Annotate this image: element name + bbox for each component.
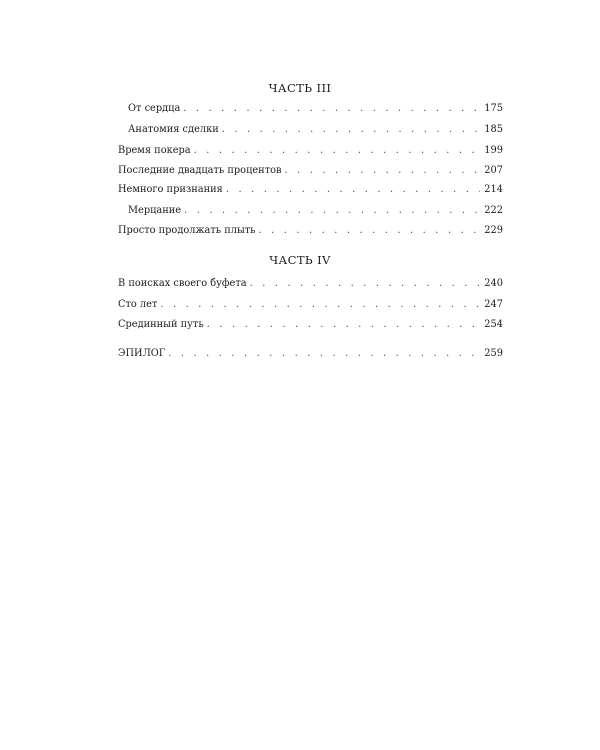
toc-entry-page: 185	[484, 124, 503, 135]
toc-entry-title: Время покера	[118, 145, 191, 156]
dot-leader	[194, 144, 481, 158]
toc-entry-page: 222	[484, 205, 503, 216]
toc-entry-page: 214	[484, 184, 503, 195]
toc-entry-title: Сто лет	[118, 299, 158, 310]
toc-entry	[128, 204, 503, 218]
toc-entry-page: 240	[484, 278, 503, 289]
toc-entry-title: Срединный путь	[118, 319, 204, 330]
dot-leader	[168, 347, 480, 361]
toc-entry-page: 175	[484, 103, 503, 114]
dot-leader	[184, 204, 480, 218]
toc-entry	[118, 164, 503, 178]
toc-entry	[118, 224, 503, 238]
toc-entry-title: Немного признания	[118, 184, 223, 195]
toc-entry	[118, 277, 503, 291]
toc-entry-title: От сердца	[128, 103, 181, 114]
toc-entry-page: 247	[484, 299, 503, 310]
dot-leader	[183, 102, 480, 116]
dot-leader	[250, 277, 481, 291]
toc-entry-page: 207	[484, 165, 503, 176]
dot-leader	[285, 164, 481, 178]
toc-entry-page: 229	[484, 225, 503, 236]
dot-leader	[259, 224, 481, 238]
toc-entry	[128, 123, 503, 137]
toc-entry-title: Просто продолжать плыть	[118, 225, 256, 236]
toc-entry	[118, 298, 503, 312]
toc-entry-page: 199	[484, 145, 503, 156]
toc-entry-title: Анатомия сделки	[128, 124, 219, 135]
toc-entry	[118, 183, 503, 197]
toc-entry	[118, 318, 503, 332]
toc-entry-title: ЭПИЛОГ	[118, 348, 166, 359]
part-heading-3: ЧАСТЬ III	[268, 81, 332, 95]
dot-leader	[222, 123, 481, 137]
toc-entry	[128, 102, 503, 116]
dot-leader	[160, 298, 480, 312]
part-heading-4: ЧАСТЬ IV	[269, 253, 331, 267]
toc-entry-epilogue	[118, 347, 503, 361]
dot-leader	[207, 318, 481, 332]
dot-leader	[226, 183, 480, 197]
toc-entry	[118, 144, 503, 158]
toc-entry-title: Последние двадцать процентов	[118, 165, 282, 176]
toc-entry-page: 259	[484, 348, 503, 359]
toc-entry-page: 254	[484, 319, 503, 330]
toc-entry-title: Мерцание	[128, 205, 182, 216]
toc-entry-title: В поисках своего буфета	[118, 278, 247, 289]
